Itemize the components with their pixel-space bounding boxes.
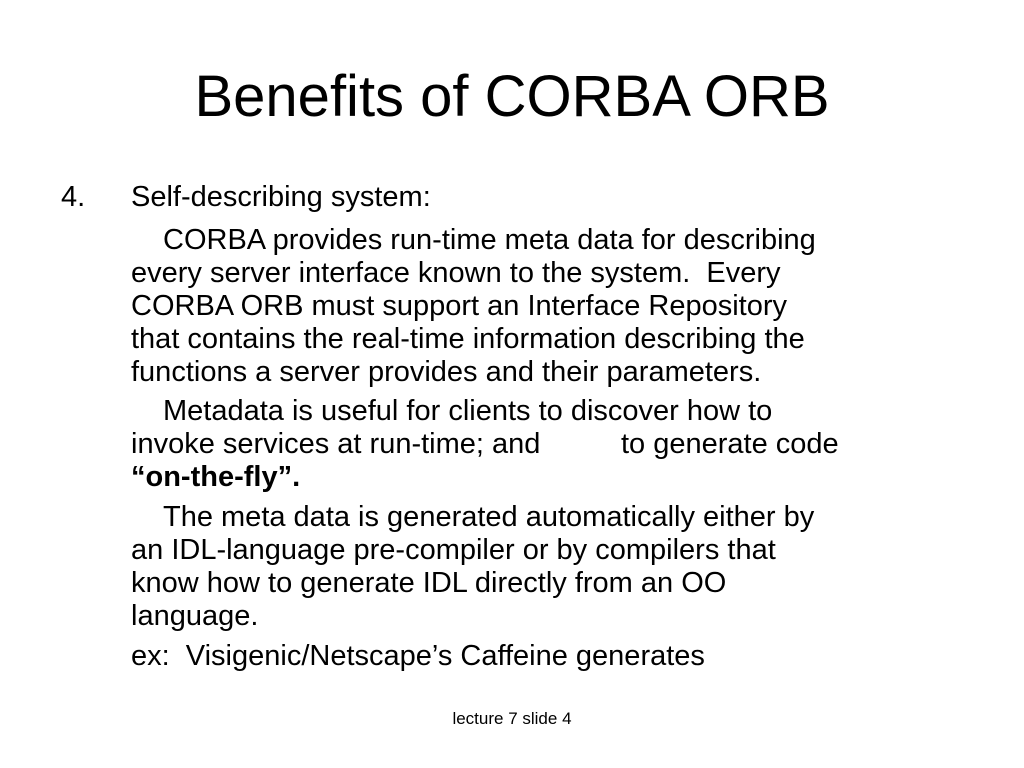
paragraph-line: Metadata is useful for clients to discover how to <box>163 395 773 427</box>
paragraph-metadata-usefulness <box>131 395 981 494</box>
slide-footer: lecture 7 slide 4 <box>452 709 572 728</box>
emphasis-on-the-fly: “on-the-fly”. <box>131 461 301 493</box>
paragraph-line: every server interface known to the system. Every <box>131 257 781 289</box>
list-item-number: 4. <box>61 181 86 213</box>
paragraph-line: invoke services at run-time; and to generate code <box>131 428 839 460</box>
paragraph-line: The meta data is generated automatically either by <box>163 501 815 533</box>
paragraph-line: that contains the real-time information describing the <box>131 323 805 355</box>
paragraph-runtime-metadata <box>131 224 981 389</box>
paragraph-metadata-generation <box>131 501 981 633</box>
paragraph-line: ex: Visigenic/Netscape’s Caffeine generates <box>131 640 705 672</box>
paragraph-line: language. <box>131 600 259 632</box>
paragraph-example <box>131 640 981 673</box>
slide-title: Benefits of CORBA ORB <box>194 64 830 129</box>
paragraph-line: know how to generate IDL directly from an OO <box>131 567 727 599</box>
paragraph-line: CORBA provides run-time meta data for describing <box>163 224 816 256</box>
paragraph-line: functions a server provides and their parameters. <box>131 356 762 388</box>
list-item-heading: Self-describing system: <box>131 181 431 213</box>
paragraph-line: an IDL-language pre-compiler or by compilers that <box>131 534 776 566</box>
paragraph-line: CORBA ORB must support an Interface Repository <box>131 290 787 322</box>
